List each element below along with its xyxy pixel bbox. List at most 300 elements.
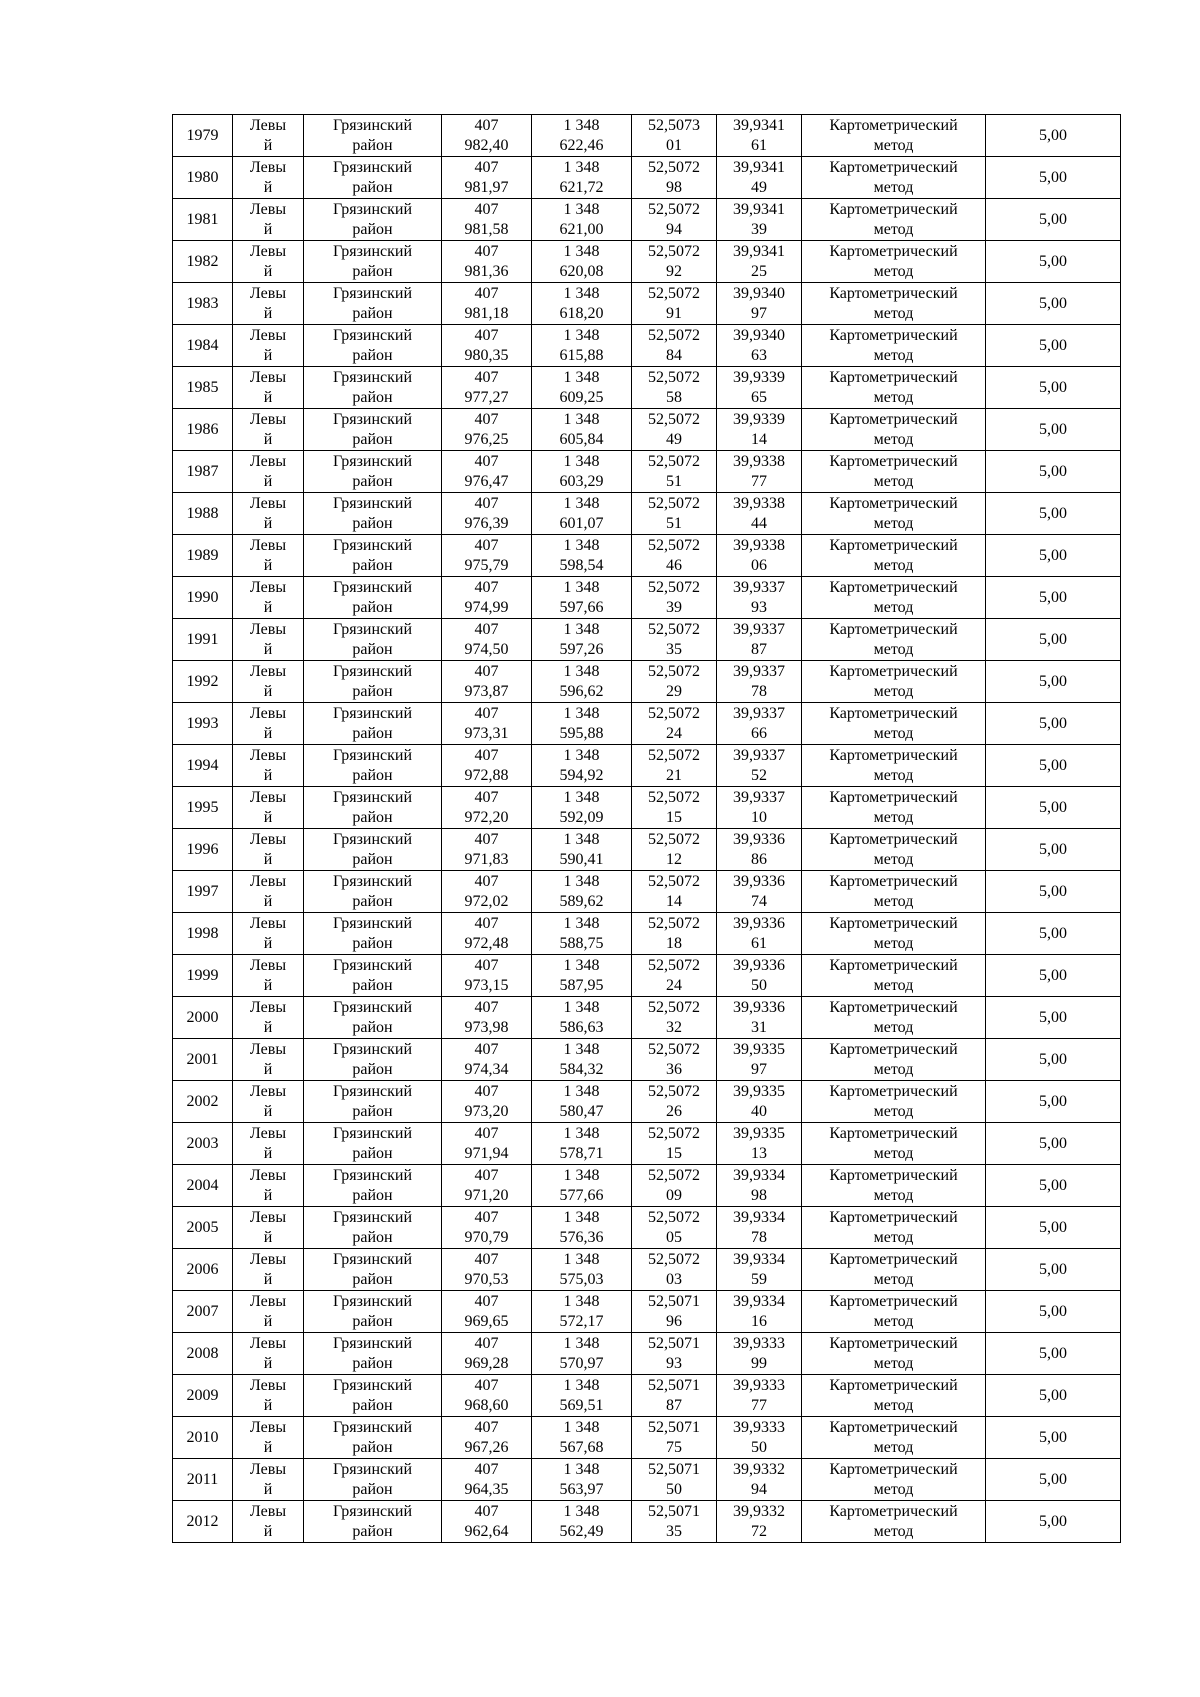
coord-y-cell-line: 596,62	[559, 682, 604, 700]
longitude-cell-line: 39,9337	[733, 578, 785, 596]
accuracy-cell: 5,00	[986, 1501, 1121, 1543]
district-cell-text	[304, 242, 441, 282]
shore-side-cell-line: й	[263, 1186, 273, 1204]
shore-side-cell	[233, 535, 304, 577]
coord-y-cell-line: 1 348	[563, 1250, 600, 1268]
latitude-cell	[632, 199, 717, 241]
longitude-cell-line: 61	[751, 934, 767, 952]
latitude-cell-line: 14	[666, 892, 682, 910]
table-row	[173, 493, 1121, 535]
latitude-cell-line: 52,5072	[648, 494, 700, 512]
coord-y-cell	[532, 367, 632, 409]
coord-x-cell-line: 407	[474, 914, 499, 932]
longitude-cell-line: 39,9334	[733, 1166, 785, 1184]
latitude-cell-line: 05	[666, 1228, 682, 1246]
method-cell	[802, 1291, 986, 1333]
coord-x-cell-line: 976,39	[464, 514, 509, 532]
table-row	[173, 367, 1121, 409]
latitude-cell-line: 96	[666, 1312, 682, 1330]
coord-x-cell-line: 407	[474, 494, 499, 512]
shore-side-cell-text	[233, 326, 303, 366]
longitude-cell	[717, 451, 802, 493]
accuracy-cell: 5,00	[986, 1249, 1121, 1291]
accuracy-cell: 5,00	[986, 1165, 1121, 1207]
method-cell-text	[802, 914, 985, 954]
coord-x-cell	[442, 871, 532, 913]
shore-side-cell	[233, 955, 304, 997]
shore-side-cell	[233, 1123, 304, 1165]
district-cell	[304, 493, 442, 535]
latitude-cell-line: 12	[666, 850, 682, 868]
district-cell-text	[304, 746, 441, 786]
longitude-cell-line: 74	[751, 892, 767, 910]
latitude-cell-line: 52,5072	[648, 158, 700, 176]
longitude-cell-text	[717, 200, 801, 240]
point-number-cell: 1997	[173, 871, 233, 913]
longitude-cell-text	[717, 1376, 801, 1416]
coord-x-cell-line: 982,40	[464, 136, 509, 154]
latitude-cell-text	[632, 1376, 716, 1416]
longitude-cell-line: 39,9341	[733, 116, 785, 134]
shore-side-cell-line: Левы	[249, 452, 287, 470]
coord-x-cell	[442, 1333, 532, 1375]
table-row	[173, 1081, 1121, 1123]
latitude-cell-line: 92	[666, 262, 682, 280]
shore-side-cell	[233, 1291, 304, 1333]
latitude-cell-text	[632, 1292, 716, 1332]
latitude-cell	[632, 241, 717, 283]
coord-x-cell	[442, 367, 532, 409]
coord-y-cell-line: 575,03	[559, 1270, 604, 1288]
shore-side-cell-line: й	[263, 262, 273, 280]
shore-side-cell-line: Левы	[249, 1082, 287, 1100]
coord-x-cell-line: 972,02	[464, 892, 509, 910]
shore-side-cell-line: й	[263, 472, 273, 490]
shore-side-cell-line: й	[263, 934, 273, 952]
longitude-cell-line: 65	[751, 388, 767, 406]
point-number-cell: 1984	[173, 325, 233, 367]
latitude-cell-line: 24	[666, 976, 682, 994]
method-cell-text	[802, 1082, 985, 1122]
latitude-cell-line: 52,5072	[648, 1124, 700, 1142]
longitude-cell-text	[717, 704, 801, 744]
shore-side-cell-text	[233, 116, 303, 156]
coord-y-cell-text	[532, 746, 631, 786]
coord-x-cell	[442, 1081, 532, 1123]
coord-x-cell	[442, 787, 532, 829]
coord-x-cell	[442, 493, 532, 535]
accuracy-cell: 5,00	[986, 703, 1121, 745]
coord-x-cell-line: 407	[474, 368, 499, 386]
latitude-cell-line: 46	[666, 556, 682, 574]
coord-y-cell	[532, 997, 632, 1039]
coord-y-cell-text	[532, 662, 631, 702]
coord-y-cell-line: 1 348	[563, 620, 600, 638]
method-cell-text	[802, 158, 985, 198]
coord-x-cell-line: 407	[474, 956, 499, 974]
method-cell-line: Картометрический	[829, 242, 958, 260]
point-number-cell: 1999	[173, 955, 233, 997]
point-number-cell: 2010	[173, 1417, 233, 1459]
district-cell	[304, 661, 442, 703]
shore-side-cell	[233, 241, 304, 283]
district-cell	[304, 955, 442, 997]
latitude-cell-line: 52,5072	[648, 242, 700, 260]
accuracy-cell: 5,00	[986, 1081, 1121, 1123]
longitude-cell-line: 25	[751, 262, 767, 280]
coord-y-cell-line: 1 348	[563, 1418, 600, 1436]
coord-x-cell-line: 974,99	[464, 598, 509, 616]
longitude-cell-line: 39,9339	[733, 410, 785, 428]
method-cell-text	[802, 872, 985, 912]
table-body	[173, 115, 1121, 1543]
latitude-cell-text	[632, 1166, 716, 1206]
latitude-cell-text	[632, 620, 716, 660]
coord-x-cell-text	[442, 494, 531, 534]
coord-y-cell-line: 622,46	[559, 136, 604, 154]
shore-side-cell-line: й	[263, 640, 273, 658]
coord-y-cell-line: 572,17	[559, 1312, 604, 1330]
coord-x-cell-text	[442, 704, 531, 744]
point-number-cell: 1987	[173, 451, 233, 493]
district-cell-line: район	[352, 976, 393, 994]
longitude-cell-line: 39,9334	[733, 1292, 785, 1310]
shore-side-cell-line: й	[263, 1438, 273, 1456]
district-cell-line: район	[352, 598, 393, 616]
coord-y-cell	[532, 745, 632, 787]
longitude-cell-line: 77	[751, 1396, 767, 1414]
latitude-cell-text	[632, 536, 716, 576]
coord-x-cell-line: 407	[474, 620, 499, 638]
coord-y-cell	[532, 535, 632, 577]
accuracy-cell: 5,00	[986, 1123, 1121, 1165]
method-cell-text	[802, 578, 985, 618]
method-cell-line: метод	[873, 1312, 914, 1330]
coord-y-cell-text	[532, 830, 631, 870]
coord-x-cell-line: 970,79	[464, 1228, 509, 1246]
shore-side-cell-line: Левы	[249, 284, 287, 302]
shore-side-cell	[233, 913, 304, 955]
district-cell-text	[304, 872, 441, 912]
coord-x-cell-line: 971,83	[464, 850, 509, 868]
method-cell-text	[802, 1124, 985, 1164]
coord-x-cell-line: 973,31	[464, 724, 509, 742]
latitude-cell-text	[632, 914, 716, 954]
shore-side-cell	[233, 199, 304, 241]
district-cell-text	[304, 1124, 441, 1164]
method-cell-line: метод	[873, 346, 914, 364]
method-cell-text	[802, 620, 985, 660]
shore-side-cell-line: й	[263, 178, 273, 196]
coord-y-cell-text	[532, 1166, 631, 1206]
district-cell	[304, 1249, 442, 1291]
coord-x-cell-line: 968,60	[464, 1396, 509, 1414]
coord-x-cell	[442, 703, 532, 745]
district-cell-text	[304, 158, 441, 198]
method-cell-line: Картометрический	[829, 1166, 958, 1184]
latitude-cell-text	[632, 1460, 716, 1500]
point-number-cell: 2008	[173, 1333, 233, 1375]
latitude-cell-line: 39	[666, 598, 682, 616]
point-number-cell: 1996	[173, 829, 233, 871]
method-cell-line: Картометрический	[829, 536, 958, 554]
point-number-cell: 1981	[173, 199, 233, 241]
table-row	[173, 829, 1121, 871]
method-cell	[802, 1207, 986, 1249]
district-cell-line: район	[352, 934, 393, 952]
accuracy-cell: 5,00	[986, 283, 1121, 325]
method-cell	[802, 1375, 986, 1417]
district-cell	[304, 1291, 442, 1333]
longitude-cell-text	[717, 1460, 801, 1500]
method-cell-line: Картометрический	[829, 1460, 958, 1478]
method-cell-line: метод	[873, 892, 914, 910]
coord-x-cell-line: 975,79	[464, 556, 509, 574]
coord-y-cell	[532, 451, 632, 493]
coord-y-cell-text	[532, 116, 631, 156]
method-cell	[802, 997, 986, 1039]
district-cell-text	[304, 1208, 441, 1248]
method-cell-line: метод	[873, 598, 914, 616]
table-row	[173, 745, 1121, 787]
method-cell-text	[802, 704, 985, 744]
shore-side-cell-line: й	[263, 682, 273, 700]
coord-x-cell-line: 407	[474, 242, 499, 260]
coord-x-cell	[442, 997, 532, 1039]
district-cell-text	[304, 578, 441, 618]
longitude-cell-line: 39,9337	[733, 620, 785, 638]
district-cell-line: район	[352, 808, 393, 826]
longitude-cell-line: 39,9341	[733, 200, 785, 218]
coord-y-cell-line: 1 348	[563, 578, 600, 596]
table-row	[173, 1375, 1121, 1417]
latitude-cell-line: 52,5072	[648, 326, 700, 344]
coord-y-cell-text	[532, 1208, 631, 1248]
method-cell-line: Картометрический	[829, 998, 958, 1016]
method-cell	[802, 115, 986, 157]
accuracy-cell: 5,00	[986, 787, 1121, 829]
longitude-cell-line: 50	[751, 1438, 767, 1456]
coord-y-cell-text	[532, 1292, 631, 1332]
coord-y-cell-line: 589,62	[559, 892, 604, 910]
latitude-cell	[632, 955, 717, 997]
longitude-cell-line: 94	[751, 1480, 767, 1498]
district-cell	[304, 115, 442, 157]
coord-y-cell-text	[532, 1082, 631, 1122]
coord-x-cell-line: 407	[474, 452, 499, 470]
latitude-cell-text	[632, 1334, 716, 1374]
point-number-cell: 1995	[173, 787, 233, 829]
accuracy-cell: 5,00	[986, 829, 1121, 871]
point-number-cell: 2000	[173, 997, 233, 1039]
coord-x-cell-text	[442, 1292, 531, 1332]
district-cell	[304, 1165, 442, 1207]
table-row	[173, 997, 1121, 1039]
shore-side-cell-line: Левы	[249, 158, 287, 176]
coord-y-cell-line: 621,72	[559, 178, 604, 196]
district-cell-line: район	[352, 1228, 393, 1246]
district-cell	[304, 1459, 442, 1501]
coord-x-cell	[442, 1375, 532, 1417]
method-cell-line: Картометрический	[829, 1124, 958, 1142]
latitude-cell-text	[632, 1502, 716, 1542]
method-cell-text	[802, 998, 985, 1038]
coord-y-cell-line: 1 348	[563, 704, 600, 722]
point-number-cell: 2006	[173, 1249, 233, 1291]
method-cell-line: метод	[873, 640, 914, 658]
coord-y-cell-line: 603,29	[559, 472, 604, 490]
district-cell-line: Грязинский	[332, 1376, 413, 1394]
coord-x-cell	[442, 1165, 532, 1207]
district-cell-line: Грязинский	[332, 1124, 413, 1142]
method-cell-line: Картометрический	[829, 704, 958, 722]
shore-side-cell-text	[233, 284, 303, 324]
longitude-cell	[717, 913, 802, 955]
method-cell-text	[802, 1292, 985, 1332]
point-number-cell: 1998	[173, 913, 233, 955]
coord-y-cell	[532, 1501, 632, 1543]
coord-y-cell-line: 1 348	[563, 1460, 600, 1478]
method-cell-line: Картометрический	[829, 872, 958, 890]
method-cell	[802, 325, 986, 367]
longitude-cell-text	[717, 242, 801, 282]
coord-y-cell-line: 1 348	[563, 452, 600, 470]
shore-side-cell	[233, 703, 304, 745]
method-cell	[802, 1123, 986, 1165]
longitude-cell	[717, 619, 802, 661]
longitude-cell-text	[717, 1082, 801, 1122]
method-cell-text	[802, 1502, 985, 1542]
coord-x-cell-text	[442, 830, 531, 870]
district-cell	[304, 619, 442, 661]
coord-y-cell	[532, 703, 632, 745]
latitude-cell-line: 24	[666, 724, 682, 742]
longitude-cell	[717, 115, 802, 157]
point-number-cell: 1979	[173, 115, 233, 157]
district-cell-line: Грязинский	[332, 536, 413, 554]
table-row	[173, 1039, 1121, 1081]
coord-y-cell-text	[532, 1124, 631, 1164]
district-cell-line: Грязинский	[332, 956, 413, 974]
shore-side-cell	[233, 1249, 304, 1291]
coord-x-cell-line: 407	[474, 1502, 499, 1520]
latitude-cell-text	[632, 956, 716, 996]
coord-x-cell-line: 407	[474, 1082, 499, 1100]
latitude-cell	[632, 661, 717, 703]
coord-x-cell-line: 407	[474, 1418, 499, 1436]
method-cell-text	[802, 410, 985, 450]
longitude-cell-text	[717, 284, 801, 324]
shore-side-cell	[233, 1165, 304, 1207]
shore-side-cell-text	[233, 1082, 303, 1122]
shore-side-cell-line: Левы	[249, 914, 287, 932]
coord-y-cell	[532, 1417, 632, 1459]
longitude-cell-text	[717, 578, 801, 618]
district-cell-text	[304, 1376, 441, 1416]
coord-x-cell	[442, 1291, 532, 1333]
method-cell-line: метод	[873, 724, 914, 742]
shore-side-cell-text	[233, 1040, 303, 1080]
district-cell-line: район	[352, 1522, 393, 1540]
longitude-cell-text	[717, 1040, 801, 1080]
shore-side-cell-text	[233, 410, 303, 450]
district-cell	[304, 1207, 442, 1249]
longitude-cell-text	[717, 746, 801, 786]
district-cell-line: район	[352, 556, 393, 574]
method-cell	[802, 1459, 986, 1501]
method-cell-line: метод	[873, 262, 914, 280]
coord-y-cell-text	[532, 1334, 631, 1374]
latitude-cell-text	[632, 494, 716, 534]
district-cell-text	[304, 116, 441, 156]
district-cell-text	[304, 1418, 441, 1458]
method-cell-line: метод	[873, 1480, 914, 1498]
coord-x-cell-line: 407	[474, 1166, 499, 1184]
longitude-cell-line: 14	[751, 430, 767, 448]
coord-x-cell-line: 407	[474, 1460, 499, 1478]
longitude-cell-line: 39,9333	[733, 1376, 785, 1394]
longitude-cell	[717, 1249, 802, 1291]
shore-side-cell	[233, 451, 304, 493]
district-cell-line: Грязинский	[332, 1166, 413, 1184]
latitude-cell	[632, 493, 717, 535]
shore-side-cell-line: й	[263, 1060, 273, 1078]
method-cell-line: метод	[873, 556, 914, 574]
method-cell-text	[802, 1418, 985, 1458]
latitude-cell-line: 26	[666, 1102, 682, 1120]
shore-side-cell-text	[233, 1166, 303, 1206]
shore-side-cell-text	[233, 830, 303, 870]
latitude-cell-line: 01	[666, 136, 682, 154]
coord-x-cell-line: 974,50	[464, 640, 509, 658]
coord-y-cell	[532, 1207, 632, 1249]
shore-side-cell-line: Левы	[249, 116, 287, 134]
coord-x-cell-line: 407	[474, 410, 499, 428]
shore-side-cell-line: й	[263, 220, 273, 238]
longitude-cell-line: 39,9334	[733, 1208, 785, 1226]
shore-side-cell-line: й	[263, 892, 273, 910]
longitude-cell-line: 52	[751, 766, 767, 784]
method-cell-text	[802, 368, 985, 408]
method-cell-text	[802, 1208, 985, 1248]
longitude-cell-line: 39,9335	[733, 1040, 785, 1058]
latitude-cell-line: 87	[666, 1396, 682, 1414]
district-cell-text	[304, 1040, 441, 1080]
coord-x-cell	[442, 1249, 532, 1291]
coord-x-cell-line: 980,35	[464, 346, 509, 364]
district-cell-line: район	[352, 178, 393, 196]
latitude-cell-line: 52,5071	[648, 1334, 700, 1352]
coord-y-cell-line: 601,07	[559, 514, 604, 532]
longitude-cell-line: 99	[751, 1354, 767, 1372]
shore-side-cell-line: Левы	[249, 410, 287, 428]
latitude-cell-line: 52,5072	[648, 914, 700, 932]
longitude-cell-line: 44	[751, 514, 767, 532]
longitude-cell	[717, 1375, 802, 1417]
coord-y-cell-line: 592,09	[559, 808, 604, 826]
method-cell	[802, 829, 986, 871]
district-cell-line: район	[352, 1102, 393, 1120]
method-cell	[802, 1039, 986, 1081]
coord-x-cell-line: 407	[474, 158, 499, 176]
longitude-cell	[717, 367, 802, 409]
longitude-cell-line: 39,9341	[733, 242, 785, 260]
method-cell-line: Картометрический	[829, 830, 958, 848]
method-cell	[802, 241, 986, 283]
method-cell-text	[802, 1040, 985, 1080]
method-cell-text	[802, 788, 985, 828]
latitude-cell-text	[632, 872, 716, 912]
